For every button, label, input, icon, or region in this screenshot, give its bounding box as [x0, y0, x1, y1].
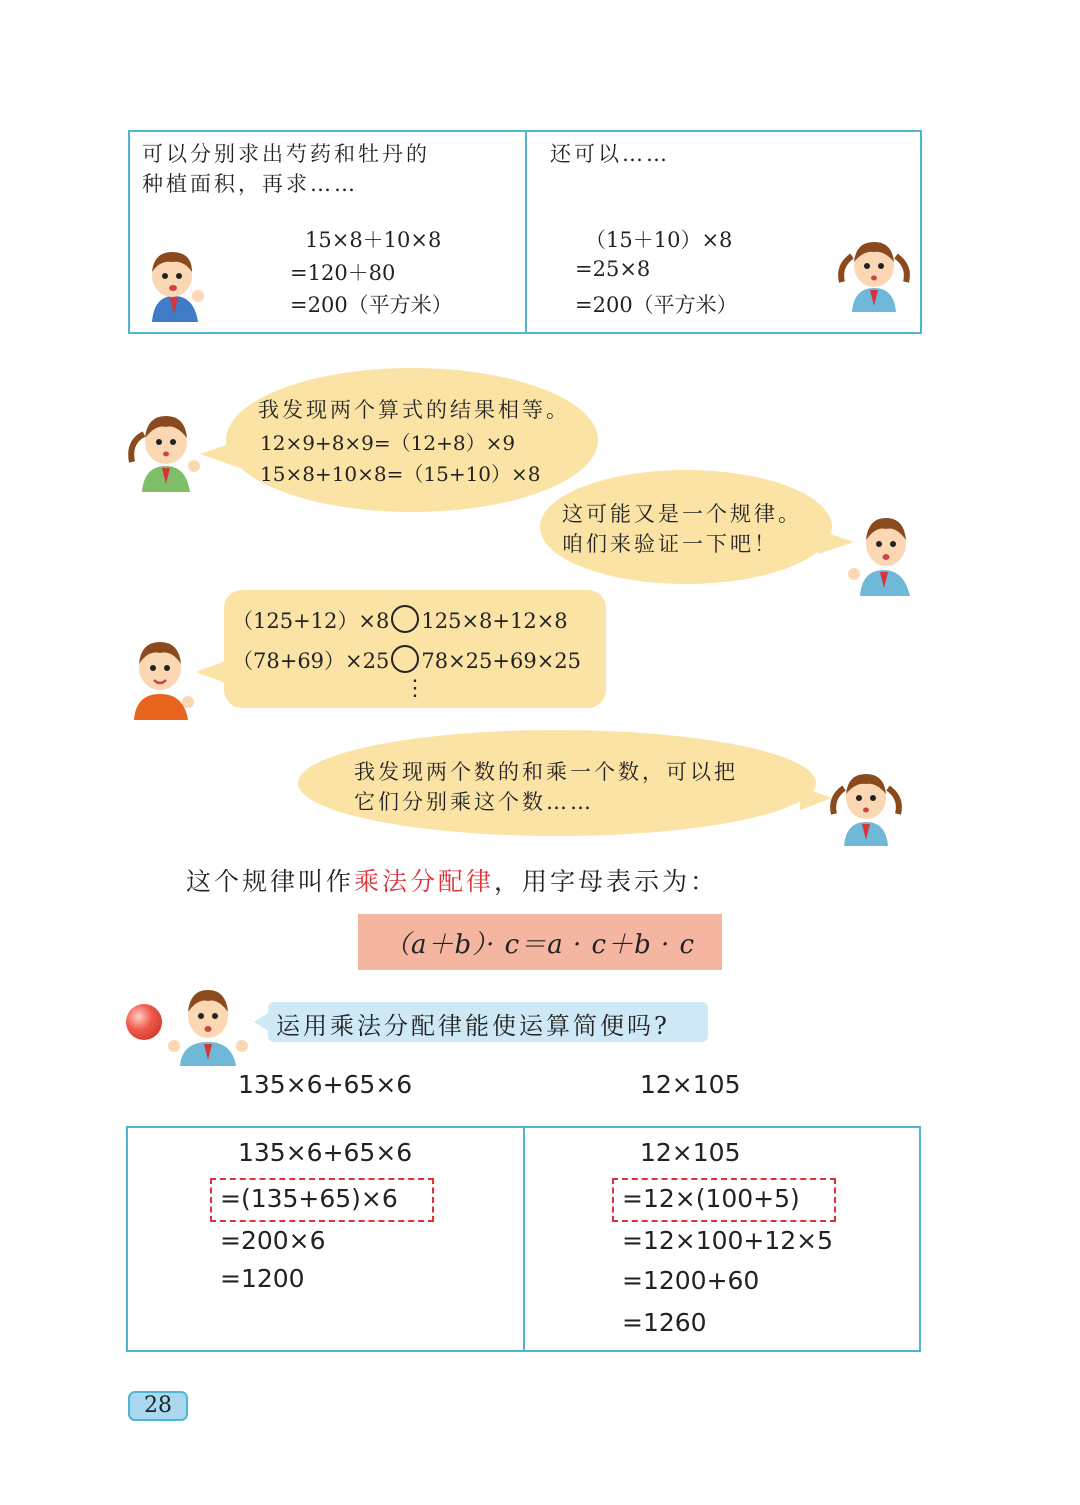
right-step-4: =1200+60 — [622, 1266, 760, 1295]
right-eq-line-1: （15＋10）×8 — [585, 228, 733, 252]
right-eq-line-3: =200（平方米） — [575, 293, 738, 317]
red-ball-icon — [126, 1004, 162, 1040]
left-eq-line-3: =200（平方米） — [290, 293, 453, 317]
problem-right-title: 12×105 — [640, 1070, 741, 1099]
compare-blank-circle-2[interactable] — [391, 645, 419, 673]
left-method-text-1: 可以分别求出芍药和牡丹的 — [142, 142, 430, 166]
compare-row-2-left: （78+69）×25 — [232, 649, 390, 673]
top-solution-box — [128, 130, 922, 334]
bubble3-tail — [196, 660, 228, 684]
left-step-3: =200×6 — [220, 1226, 326, 1255]
left-eq-line-2: =120＋80 — [290, 261, 396, 285]
right-step-1: 12×105 — [640, 1138, 741, 1167]
top-box-divider — [525, 132, 527, 332]
rule-prefix: 这个规律叫作 — [186, 867, 355, 896]
girl-avatar-bubble1 — [126, 406, 206, 492]
bubble2-line-2: 咱们来验证一下吧！ — [562, 532, 778, 556]
rule-formula: （a＋b）· c＝a · c＋b · c — [384, 930, 696, 960]
bubble2-line-1: 这可能又是一个规律。 — [562, 502, 802, 526]
boy-avatar-top — [142, 244, 206, 322]
compare-more-dots: ⋮ — [404, 676, 426, 701]
compare-row-1-right: 125×8+12×8 — [421, 609, 568, 633]
problem-left-title: 135×6+65×6 — [238, 1070, 413, 1099]
bubble1-line-3: 15×8+10×8=（15+10）×8 — [260, 462, 541, 486]
right-step-2: =12×(100+5) — [622, 1184, 800, 1213]
left-method-text-2: 种植面积，再求…… — [142, 172, 358, 196]
bubble1-tail — [200, 440, 240, 468]
rule-suffix: ，用字母表示为： — [494, 867, 719, 896]
left-step-2: =(135+65)×6 — [220, 1184, 398, 1213]
right-method-text: 还可以…… — [550, 142, 670, 166]
left-eq-line-1: 15×8＋10×8 — [305, 228, 442, 252]
boy-avatar-bubble2 — [844, 510, 920, 596]
girl-avatar-bubble4 — [826, 764, 908, 846]
page-number-badge — [128, 1391, 188, 1421]
bubble4-line-2: 它们分别乘这个数…… — [354, 790, 594, 814]
solutions-box-divider — [523, 1128, 525, 1350]
rule-name: 乘法分配律 — [354, 867, 495, 896]
left-step-4: =1200 — [220, 1264, 305, 1293]
boy-avatar-question — [168, 984, 248, 1066]
rule-sentence — [186, 862, 718, 898]
right-step-5: =1260 — [622, 1308, 707, 1337]
page-number: 28 — [144, 1393, 172, 1418]
right-eq-line-2: =25×8 — [575, 257, 651, 281]
bubble4-line-1: 我发现两个数的和乘一个数，可以把 — [354, 760, 738, 784]
solutions-box — [126, 1126, 921, 1352]
compare-row-1 — [232, 605, 568, 635]
right-step-3: =12×100+12×5 — [622, 1226, 834, 1255]
bubble1-line-1: 我发现两个算式的结果相等。 — [258, 398, 570, 422]
girl-avatar-top — [834, 232, 916, 312]
bubble1-line-2: 12×9+8×9=（12+8）×9 — [260, 431, 516, 455]
boy-avatar-bubble3 — [128, 636, 200, 720]
compare-row-2-right: 78×25+69×25 — [421, 649, 582, 673]
compare-row-2 — [232, 645, 581, 675]
compare-row-1-left: （125+12）×8 — [232, 609, 390, 633]
compare-blank-circle-1[interactable] — [391, 605, 419, 633]
left-step-1: 135×6+65×6 — [238, 1138, 413, 1167]
question-text: 运用乘法分配律能使运算简便吗? — [276, 1012, 670, 1040]
